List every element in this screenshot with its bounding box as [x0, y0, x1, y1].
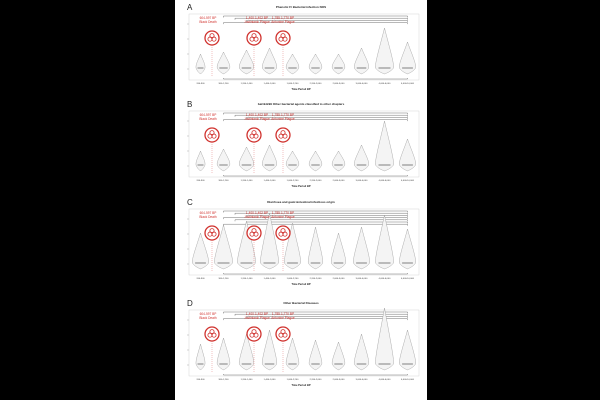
- x-tick-label: 3,000-4,000: [355, 180, 368, 182]
- x-tick-label: 4,000-6,000: [378, 278, 391, 280]
- violin-5: [309, 340, 322, 370]
- annotation-event: Black Death: [199, 20, 217, 24]
- significance-bracket: [224, 175, 408, 176]
- biohazard-icon: [247, 128, 261, 142]
- biohazard-icon: [276, 31, 290, 45]
- x-tick-label: 1,400-1,600: [263, 278, 276, 280]
- x-tick-label: 6,000-10,000: [401, 278, 414, 280]
- violin-7: [354, 48, 369, 74]
- panel-letter: C: [187, 198, 193, 207]
- x-tick-label: 900-1,200: [218, 278, 229, 280]
- annotation-event: Antonine Plague: [271, 215, 295, 219]
- panel-title: bai19-B99 Other bacterial agents classified to other chapters: [257, 102, 345, 106]
- annotation-event: Justinianic Plague: [244, 117, 270, 121]
- violin-7: [354, 334, 369, 370]
- annotation-event: Black Death: [199, 117, 217, 121]
- figure: [175, 0, 427, 400]
- panel-c: [187, 198, 419, 286]
- x-axis-label: Time Period BP: [291, 384, 311, 387]
- annotation-date: 1,785-1,770 BP: [271, 113, 295, 117]
- significance-bracket: [224, 273, 408, 274]
- x-tick-label: 200-900: [196, 180, 205, 182]
- annotation-date: 1,785-1,770 BP: [271, 16, 295, 20]
- x-tick-label: 6,000-10,000: [401, 379, 414, 381]
- panel-b: [187, 100, 419, 188]
- annotation-event: Antonine Plague: [271, 117, 295, 121]
- x-tick-label: 4,000-6,000: [378, 379, 391, 381]
- x-tick-label: 4,000-6,000: [378, 83, 391, 85]
- violin-6: [332, 342, 345, 370]
- x-tick-label: 1,600-2,200: [286, 278, 299, 280]
- annotation-date: 1,785-1,770 BP: [271, 312, 295, 316]
- biohazard-icon: [276, 226, 290, 240]
- annotation-event: Black Death: [199, 215, 217, 219]
- x-tick-label: 900-1,200: [218, 379, 229, 381]
- annotation-event: Antonine Plague: [271, 20, 295, 24]
- violin-0: [192, 233, 208, 269]
- violin-4: [286, 54, 299, 74]
- violin-3: [262, 145, 277, 171]
- panel-letter: D: [187, 299, 193, 308]
- x-tick-label: 1,400-1,600: [263, 379, 276, 381]
- significance-bracket: [235, 220, 408, 222]
- violin-1: [217, 338, 230, 370]
- violin-6: [332, 54, 345, 74]
- x-tick-label: 1,400-1,600: [263, 180, 276, 182]
- significance-bracket: [224, 374, 408, 375]
- biohazard-icon: [247, 226, 261, 240]
- x-tick-label: 1,600-2,200: [286, 180, 299, 182]
- violin-9: [399, 42, 415, 74]
- x-tick-label: 6,000-10,000: [401, 83, 414, 85]
- violin-7: [354, 145, 369, 171]
- violin-3: [262, 48, 277, 74]
- annotation-date: 1,400-1,402 BP: [245, 312, 269, 316]
- violin-6: [332, 151, 345, 171]
- x-tick-label: 1,200-1,400: [240, 379, 253, 381]
- violin-5: [309, 151, 322, 171]
- annotation-event: Justinianic Plague: [244, 20, 270, 24]
- annotation-date: 604-597 BP: [199, 113, 217, 117]
- violin-5: [309, 54, 322, 74]
- x-tick-label: 2,600-3,000: [332, 278, 345, 280]
- x-tick-label: 2,200-2,600: [309, 83, 322, 85]
- x-tick-label: 900-1,200: [218, 180, 229, 182]
- x-tick-label: 1,600-2,200: [286, 379, 299, 381]
- biohazard-icon: [205, 128, 219, 142]
- x-tick-label: 2,600-3,000: [332, 180, 345, 182]
- x-tick-label: 1,200-1,400: [240, 83, 253, 85]
- biohazard-icon: [205, 31, 219, 45]
- violin-4: [286, 151, 299, 171]
- biohazard-icon: [247, 327, 261, 341]
- biohazard-icon: [247, 31, 261, 45]
- x-tick-label: 2,200-2,600: [309, 278, 322, 280]
- violin-4: [286, 338, 299, 370]
- violin-0: [196, 344, 205, 370]
- x-tick-label: 3,000-4,000: [355, 83, 368, 85]
- annotation-date: 1,400-1,402 BP: [245, 211, 269, 215]
- x-tick-label: 900-1,200: [218, 83, 229, 85]
- annotation-event: Antonine Plague: [271, 316, 295, 320]
- x-axis-label: Time Period BP: [291, 283, 311, 286]
- panel-letter: A: [187, 3, 193, 12]
- violin-8: [375, 121, 393, 171]
- x-tick-label: 1,600-2,200: [286, 83, 299, 85]
- annotation-event: Black Death: [199, 316, 217, 320]
- x-tick-label: 200-900: [196, 379, 205, 381]
- x-tick-label: 3,000-4,000: [355, 379, 368, 381]
- x-tick-label: 1,200-1,400: [240, 180, 253, 182]
- x-tick-label: 6,000-10,000: [401, 180, 414, 182]
- violin-9: [399, 139, 415, 171]
- panel-title: Other Bacterial Diseases: [283, 301, 319, 305]
- x-tick-label: 2,200-2,600: [309, 379, 322, 381]
- violin-2: [239, 147, 254, 171]
- x-tick-label: 1,200-1,400: [240, 278, 253, 280]
- biohazard-icon: [205, 226, 219, 240]
- biohazard-icon: [276, 128, 290, 142]
- x-tick-label: 200-900: [196, 278, 205, 280]
- biohazard-icon: [276, 327, 290, 341]
- annotation-date: 604-597 BP: [199, 312, 217, 316]
- panel-title: Diarrhoea and gastrointestinal infectious origin: [267, 200, 335, 204]
- significance-bracket: [224, 78, 408, 79]
- violin-8: [375, 308, 393, 370]
- panel-d: [187, 299, 419, 387]
- panel-letter: B: [187, 100, 193, 109]
- x-tick-label: 2,200-2,600: [309, 180, 322, 182]
- significance-bracket: [224, 224, 408, 226]
- violin-2: [239, 50, 254, 74]
- violin-8: [375, 28, 393, 74]
- annotation-date: 1,400-1,402 BP: [245, 113, 269, 117]
- annotation-event: Justinianic Plague: [244, 215, 270, 219]
- x-tick-label: 3,000-4,000: [355, 278, 368, 280]
- annotation-date: 604-597 BP: [199, 16, 217, 20]
- x-tick-label: 2,600-3,000: [332, 83, 345, 85]
- panel-title: Phenolic F/ Bacterial infection NOS: [275, 5, 327, 9]
- violin-1: [217, 149, 230, 171]
- annotation-date: 1,400-1,402 BP: [245, 16, 269, 20]
- x-tick-label: 1,400-1,600: [263, 83, 276, 85]
- figure-svg: [175, 0, 427, 400]
- annotation-event: Justinianic Plague: [244, 316, 270, 320]
- x-axis-label: Time Period BP: [291, 88, 311, 91]
- x-axis-label: Time Period BP: [291, 185, 311, 188]
- violin-6: [331, 233, 346, 269]
- violin-8: [375, 215, 393, 269]
- violin-3: [260, 213, 278, 269]
- x-tick-label: 200-900: [196, 83, 205, 85]
- x-tick-label: 4,000-6,000: [378, 180, 391, 182]
- violin-0: [196, 54, 205, 74]
- annotation-date: 1,785-1,770 BP: [271, 211, 295, 215]
- panel-a: [187, 3, 419, 91]
- violin-0: [196, 151, 205, 171]
- x-tick-label: 2,600-3,000: [332, 379, 345, 381]
- violin-1: [217, 52, 230, 74]
- annotation-date: 604-597 BP: [199, 211, 217, 215]
- biohazard-icon: [205, 327, 219, 341]
